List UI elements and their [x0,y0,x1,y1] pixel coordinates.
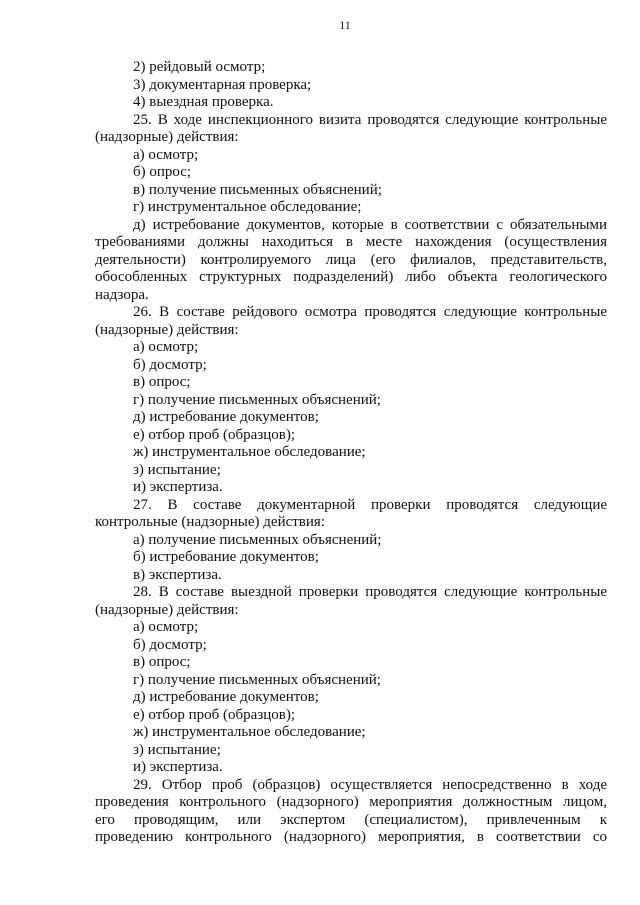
text-line: обособленных структурных подразделений) либо объекта геологического [95,269,607,285]
paragraph [95,707,607,725]
text-line: ж) инструментальное обследование; [133,724,366,740]
paragraph [95,742,607,760]
paragraph [95,164,607,182]
paragraph [95,374,607,392]
text-line: в) опрос; [133,374,191,390]
text-line: проведению контрольного (надзорного) мероприятия, в соответствии со [95,829,607,845]
text-line: б) досмотр; [133,356,207,373]
paragraph [95,77,607,95]
text-line: а) осмотр; [133,339,199,355]
paragraph [95,654,607,672]
text-line: д) истребование документов, которые в соответствии с обязательными [133,216,607,233]
text-line: и) экспертиза. [133,759,223,775]
paragraph [95,724,607,742]
text-line: з) испытание; [133,461,221,478]
text-line: г) получение письменных объяснений; [133,671,381,688]
text-line: а) осмотр; [133,146,199,163]
text-line: е) отбор проб (образцов); [133,426,296,443]
text-line: б) истребование документов; [133,549,319,565]
page-number: 11 [339,18,351,32]
text-line: 2) рейдовый осмотр; [133,59,266,75]
text-line: д) истребование документов; [133,689,319,705]
text-line: надзора. [95,286,149,303]
text-line: д) истребование документов; [133,409,319,425]
paragraph [95,59,607,77]
text-line: ж) инструментальное обследование; [133,444,366,460]
text-line: в) получение письменных объяснений; [133,181,382,198]
paragraph [95,409,607,427]
document-body [95,59,607,847]
text-line: е) отбор проб (образцов); [133,706,296,723]
paragraph [95,444,607,462]
text-line: в) экспертиза. [133,566,222,583]
paragraph [95,427,607,445]
text-line: 25. В ходе инспекционного визита проводятся следующие контрольные [133,111,607,128]
text-line: 29. Отбор проб (образцов) осуществляется непосредственно в ходе [133,776,607,793]
text-line: 28. В составе выездной проверки проводятся следующие контрольные [133,584,607,600]
text-line: г) инструментальное обследование; [133,199,362,215]
text-line: б) досмотр; [133,636,207,653]
text-line: деятельности) контролируемого лица (его филиалов, представительств, [95,251,607,268]
paragraph [95,497,607,532]
text-line: в) опрос; [133,654,191,670]
text-line: г) получение письменных объяснений; [133,391,381,408]
text-line: 3) документарная проверка; [133,76,312,93]
paragraph [95,549,607,567]
paragraph [95,462,607,480]
text-line: контрольные (надзорные) действия: [95,514,325,530]
text-line: и) экспертиза. [133,479,223,495]
paragraph [95,357,607,375]
paragraph [95,217,607,305]
paragraph [95,567,607,585]
paragraph [95,532,607,550]
text-line: требованиями должны находиться в месте нахождения (осуществления [95,234,607,250]
text-line: 27. В составе документарной проверки проводятся следующие [133,496,607,513]
paragraph [95,777,607,847]
text-line: а) осмотр; [133,619,199,635]
paragraph [95,392,607,410]
text-line: проведения контрольного (надзорного) мероприятия должностным лицом, [95,794,607,810]
paragraph [95,304,607,339]
text-line: (надзорные) действия: [95,601,239,618]
paragraph [95,339,607,357]
paragraph [95,672,607,690]
paragraph [95,619,607,637]
paragraph [95,147,607,165]
text-line: (надзорные) действия: [95,321,239,338]
text-line: его проводящим, или экспертом (специалистом), привлеченным к [95,811,607,828]
paragraph [95,759,607,777]
text-line: 26. В составе рейдового осмотра проводятся следующие контрольные [133,304,607,320]
text-line: з) испытание; [133,741,221,758]
paragraph [95,689,607,707]
paragraph [95,637,607,655]
text-line: а) получение письменных объяснений; [133,531,382,548]
paragraph [95,584,607,619]
paragraph [95,479,607,497]
paragraph [95,199,607,217]
text-line: б) опрос; [133,164,192,180]
paragraph [95,94,607,112]
text-line: 4) выездная проверка. [133,94,274,110]
paragraph [95,112,607,147]
text-line: (надзорные) действия: [95,129,239,145]
paragraph [95,182,607,200]
